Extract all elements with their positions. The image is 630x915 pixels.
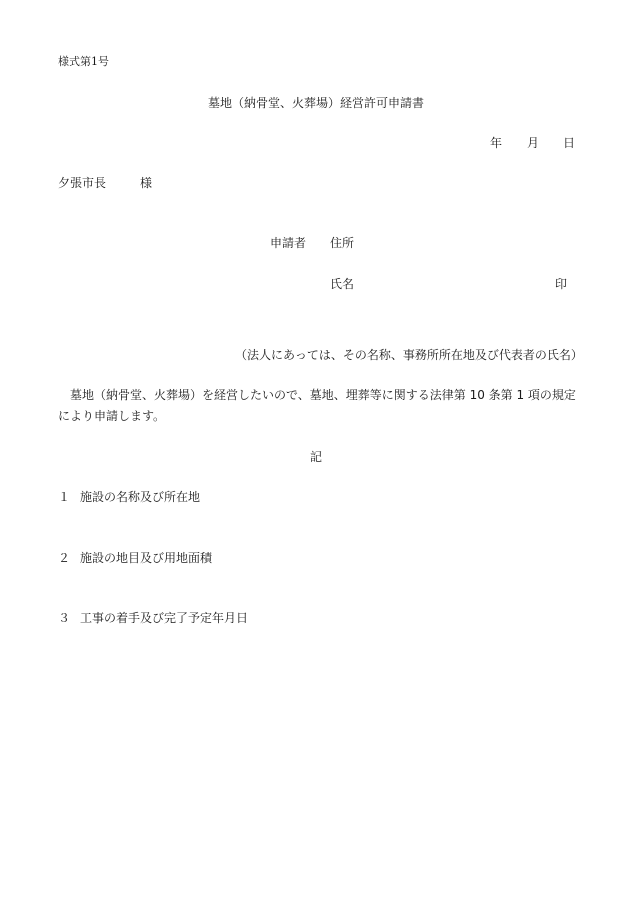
applicant-label: 申請者 — [270, 236, 307, 250]
document-title: 墓地（納骨堂、火葬場）経営許可申請書 — [208, 96, 425, 110]
form-number: 様式第1号 — [58, 55, 109, 68]
body-text-line-2: により申請します。 — [58, 409, 166, 423]
item-3-label: 工事の着手及び完了予定年月日 — [80, 611, 249, 625]
addressee-name: 夕張市長 — [58, 176, 107, 190]
addressee-honorific: 様 — [140, 176, 153, 190]
item-1-label: 施設の名称及び所在地 — [80, 490, 201, 504]
date-month-label: 月 — [527, 136, 540, 150]
name-label: 氏名 — [330, 277, 355, 291]
corporate-note: （法人にあっては、その名称、事務所所在地及び代表者の氏名） — [235, 348, 583, 362]
item-2-label: 施設の地目及び用地面積 — [80, 551, 213, 565]
item-3-number: ３ — [58, 611, 71, 625]
ki-heading: 記 — [310, 450, 323, 464]
address-label: 住所 — [330, 236, 355, 250]
item-2-number: ２ — [58, 551, 71, 565]
body-text-line-1: 墓地（納骨堂、火葬場）を経営したいので、墓地、埋葬等に関する法律第 10 条第 1 項の規定 — [70, 388, 576, 402]
date-year-label: 年 — [490, 136, 503, 150]
date-day-label: 日 — [563, 136, 576, 150]
item-1-number: １ — [58, 490, 71, 504]
seal-mark: 印 — [555, 277, 568, 291]
